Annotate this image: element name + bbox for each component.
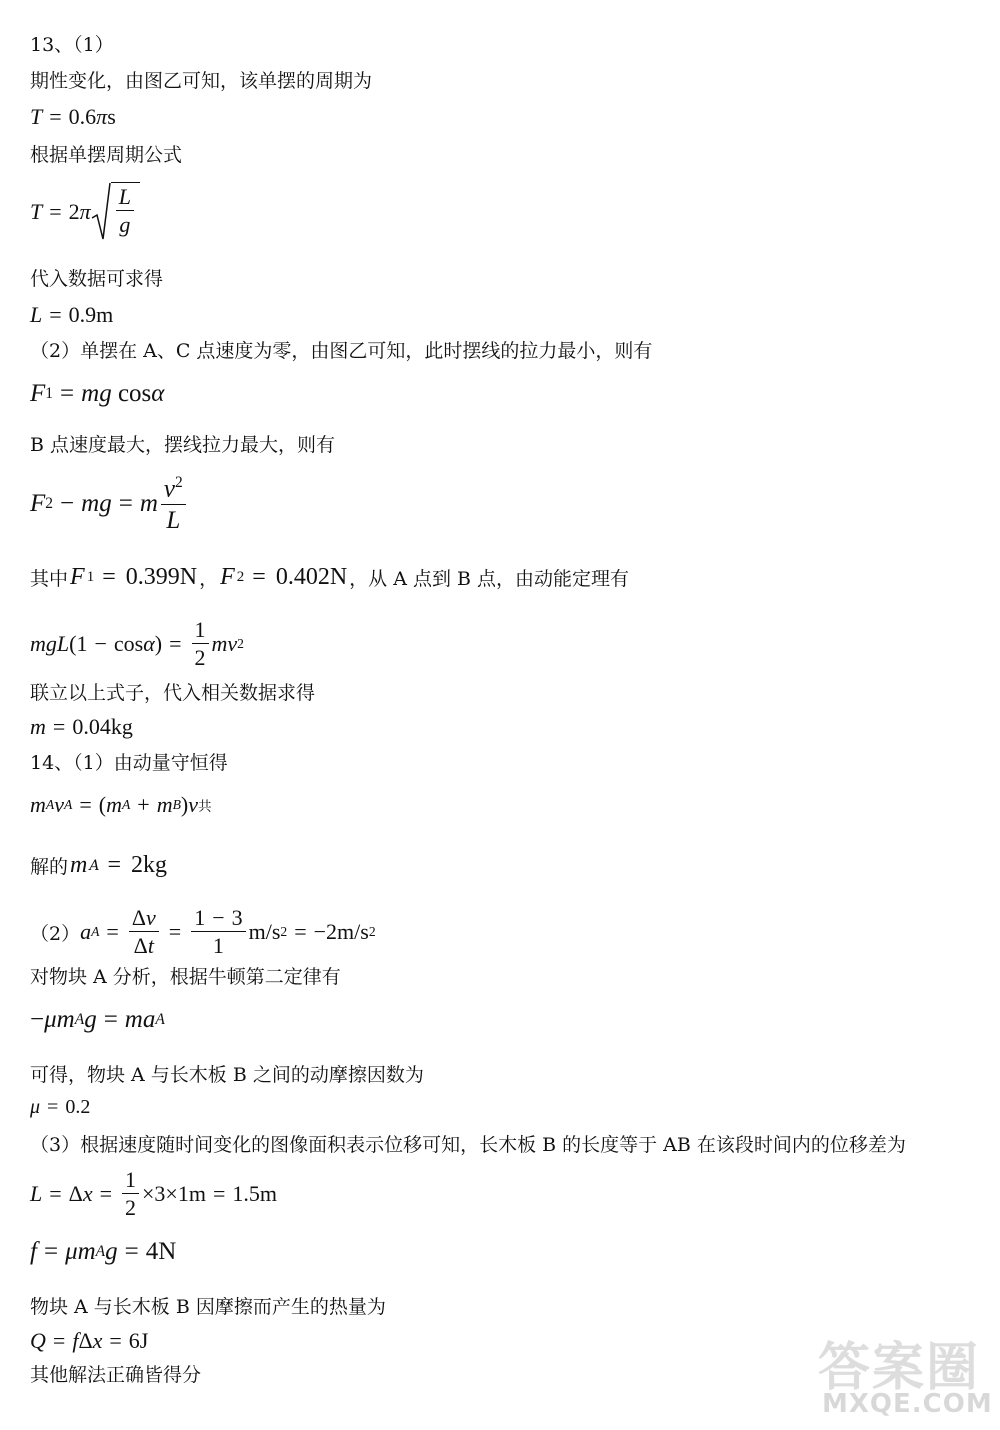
periodic-text: 期性变化，由图乙可知，该单摆的周期为: [30, 70, 373, 92]
f2-equation: F 2 − mg = m $\frac{v^2}{L}$: [30, 474, 189, 534]
force-values-line: 其中 F 1 = 0.399N ， F 2 = 0.402N ，从 A 点到 B 点，由动能定理有: [30, 564, 629, 590]
other-methods-text: 其他解法正确皆得分: [30, 1364, 202, 1386]
part2-text: （2）单摆在 A、C 点速度为零，由图乙可知，此时摆线的拉力最小，则有: [30, 340, 653, 362]
b-point-text: B 点速度最大，摆线拉力最大，则有: [30, 434, 336, 456]
newton-text: 对物块 A 分析，根据牛顿第二定律有: [30, 966, 341, 988]
acceleration-equation: （2） a A = $\frac{\Delta v}{\Delta t}$ = $\frac{1 - 3}{1}$ m/s 2 = −2m/s 2: [30, 905, 376, 959]
combine-text: 联立以上式子，代入相关数据求得: [30, 682, 316, 704]
friction-force-equation: f = μm A g = 4N: [30, 1238, 177, 1265]
q13-heading: 13、（1）: [30, 34, 114, 56]
momentum-equation: m A v A = ( m A + m B ) v 共: [30, 792, 212, 817]
period-equation: T = 0.6 π s: [30, 104, 116, 129]
sqrt-symbol: $\frac{L}{g}$: [91, 182, 140, 242]
watermark-logo: 答案圈 MXQE.COM: [818, 1338, 993, 1419]
friction-coef-text: 可得，物块 A 与长木板 B 之间的动摩擦因数为: [30, 1064, 424, 1086]
part3-text: （3）根据速度随时间变化的图像面积表示位移可知，长木板 B 的长度等于 AB 在该段时间内的位移差为: [30, 1134, 906, 1156]
f1-equation: F 1 = mg cos α: [30, 380, 165, 407]
mu-result: μ = 0.2: [30, 1096, 91, 1118]
length-displacement-equation: L = Δ x = $\frac{1}{2}$ ×3×1m = 1.5m: [30, 1167, 277, 1221]
substitute-text: 代入数据可求得: [30, 268, 164, 290]
ma-result-line: 解的 m A = 2kg: [30, 852, 168, 878]
newton-equation: − μm A g = ma A: [30, 1006, 165, 1033]
heat-equation: Q = f Δ x = 6J: [30, 1328, 149, 1353]
mass-result: m = 0.04kg: [30, 714, 133, 739]
length-result: L = 0.9m: [30, 302, 114, 327]
q14-heading: 14、（1）由动量守恒得: [30, 752, 228, 774]
heat-text: 物块 A 与长木板 B 因摩擦而产生的热量为: [30, 1296, 386, 1318]
period-formula-text: 根据单摆周期公式: [30, 144, 183, 166]
energy-theorem-equation: mgL (1 − cos α ) = $\frac{1}{2}$ mv 2: [30, 617, 244, 671]
pendulum-period-formula: T = 2 π $\frac{L}{g}$: [30, 182, 140, 242]
